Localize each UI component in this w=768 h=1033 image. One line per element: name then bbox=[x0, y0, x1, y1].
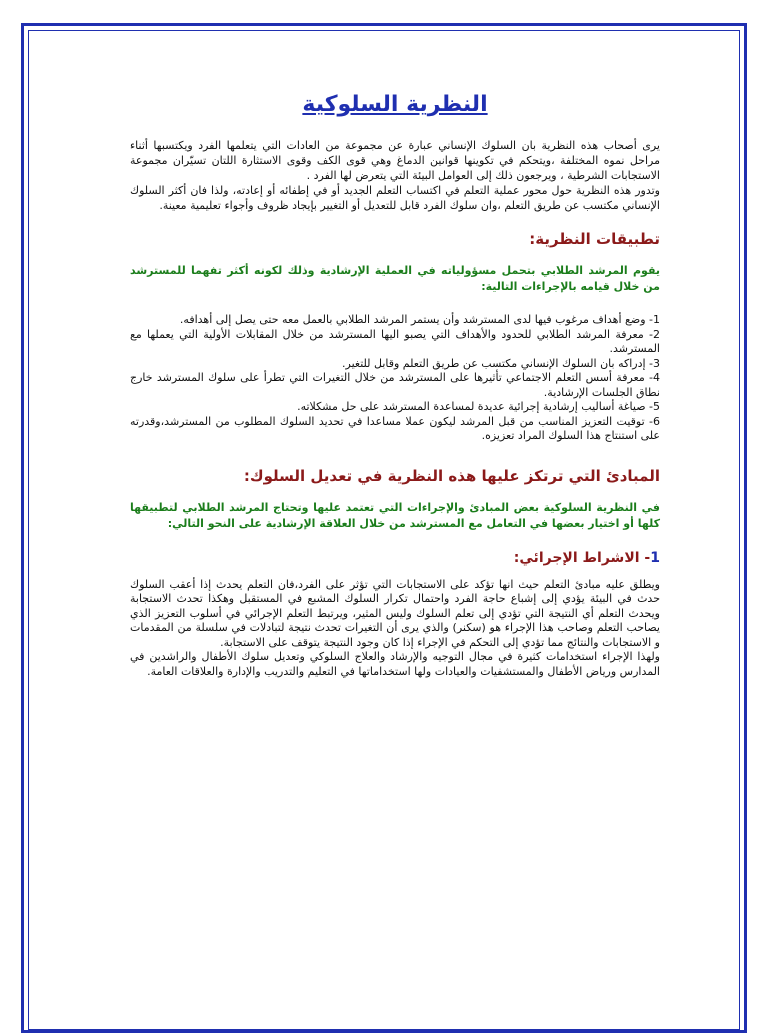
subheading-text: - الاشراط الإجرائي: bbox=[513, 549, 651, 566]
page-title: النظرية السلوكية bbox=[302, 92, 488, 117]
subheading-number: 1 bbox=[650, 549, 660, 566]
operant-paragraph-1: ويطلق عليه مبادئ التعلم حيث انها تؤكد على الاستجابات التي تؤثر على الفرد،فان التعلم يحدث إذا أعقب السلوك حدث في البيئة يؤدي إلى إشباع حاجة الفرد واحتمال تكرار السلوك المشبع في المستقبل وهكذا تحدث الاستجابة ويحدث التعلم أي النتيجة التي تؤدي إلى تعلم السلوك وليس المثير، ويرتبط التعلم الإجرائي في أسلوب التعزيز الذي يصاحب التعلم وصاحب هذا الإجراء هو (سكنر) والذي يرى أن التغيرات تحدث نتيجة لتبادلات في سلسلة من المقدمات و الاستجابات والنتائج مما تؤدي إلى التحكم في الإجراء إذا كان وجود النتيجة يتوقف على الاستجابة. bbox=[130, 577, 660, 649]
list-item: 1- وضع أهداف مرغوب فيها لدى المسترشد وأن يستمر المرشد الطلابي بالعمل معه حتى يصل إلى أهدافه. bbox=[179, 313, 660, 326]
intro-paragraph-2: وتدور هذه النظرية حول محور عملية التعلم في اكتساب التعلم الجديد أو في إطفائه أو إعادته، ولذا فان أكثر السلوك الإنساني مكتسب عن طريق التعلم ،وان سلوك الفرد قابل للتعديل أو التغيير بإيجاد ظروف وأجواء تعليمية معينة. bbox=[130, 184, 660, 212]
section-heading-principles: المبادئ التي ترتكز عليها هذه النظرية في تعديل السلوك: bbox=[243, 466, 660, 485]
list-item: 4- معرفة أسس التعلم الاجتماعي تأثيرها على المسترشد من خلال التغيرات التي تطرأ على سلوك المسترشد خارج نطاق الجلسات الإرشادية. bbox=[130, 371, 660, 399]
list-item: 6- توقيت التعزيز المناسب من قبل المرشد ليكون عملا مساعدا في تحديد السلوك المطلوب من المسترشد،وقدرته على استنتاج هذا السلوك المراد تعزيزه. bbox=[130, 414, 660, 442]
document-body bbox=[130, 90, 660, 679]
section-heading-applications: تطبيقات النظرية: bbox=[529, 230, 660, 248]
section-lead-applications: يقوم المرشد الطلابي بتحمل مسؤولياته في العملية الإرشادية وذلك لكونه أكثر تفهما للمسترشد من خلال قيامه بالإجراءات التالية: bbox=[130, 264, 660, 293]
subheading-operant-conditioning bbox=[130, 550, 660, 566]
list-item: 3- إدراكه بان السلوك الإنساني مكتسب عن طريق التعلم وقابل للتغير. bbox=[342, 356, 660, 370]
section-lead-principles: في النظرية السلوكية بعض المبادئ والإجراءات التي تعتمد عليها وتحتاج المرشد الطلابي لتطبيقها كلها أو اختيار بعضها في التعامل مع المسترشد من خلال العلاقة الإرشادية على النحو التالي: bbox=[130, 500, 660, 530]
list-item: 2- معرفة المرشد الطلابي للحدود والأهداف التي يصبو اليها المسترشد من خلال المقابلات الأولية التي يعملها مع المسترشد. bbox=[130, 327, 660, 355]
intro-paragraph-1: يرى أصحاب هذه النظرية بان السلوك الإنساني عبارة عن مجموعة من العادات التي يتعلمها الفرد ويكتسبها أثناء مراحل نموه المختلفة ،ويتحكم في تكوينها قوانين الدماغ وهي قوى الكف وقوى الاستثارة اللتان تسيّران مجموعة الاستجابات الشرطية ، ويرجعون ذلك إلى العوامل البيئة التي يتعرض لها الفرد . bbox=[130, 139, 660, 182]
list-item: 5- صياغة أساليب إرشادية إجرائية عديدة لمساعدة المسترشد على حل مشكلاته. bbox=[297, 400, 660, 413]
operant-paragraph-2: ولهذا الإجراء استخدامات كثيرة في مجال التوجيه والإرشاد والعلاج السلوكي وتعديل سلوك الأطفال والراشدين في المدارس ورياض الأطفال والمستشفيات والعيادات ولها استخداماتها في التعليم والتدريب والإدارة والعلاقات العامة. bbox=[130, 650, 660, 678]
